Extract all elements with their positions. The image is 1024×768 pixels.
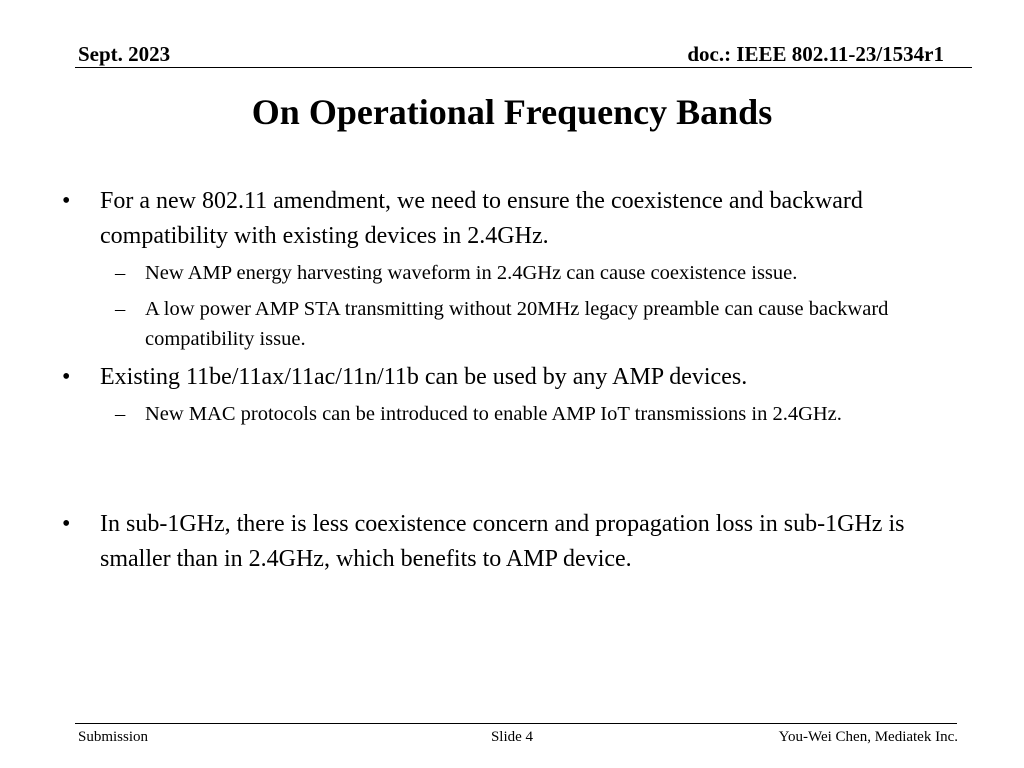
- footer-slide-number: Slide 4: [490, 729, 534, 745]
- sub-bullet-text: New MAC protocols can be introduced to enable AMP IoT transmissions in 2.4GHz.: [145, 403, 842, 425]
- footer-author: You-Wei Chen, Mediatek Inc.: [778, 729, 958, 745]
- bullet-text: Existing 11be/11ax/11ac/11n/11b can be used by any AMP devices.: [100, 364, 748, 390]
- sub-bullet-item: [62, 258, 972, 288]
- slide-body: [62, 184, 972, 581]
- bullet-text: In sub-1GHz, there is less coexistence concern and propagation loss in sub-1GHz is smaller than in 2.4GHz, which benefits to AMP device.: [100, 511, 905, 572]
- dash-marker: –: [115, 262, 126, 284]
- slide-title: On Operational Frequency Bands: [251, 92, 773, 132]
- sub-bullet-item: [62, 294, 972, 354]
- bullet-marker: •: [62, 188, 71, 214]
- header-doc-number: doc.: IEEE 802.11-23/1534r1: [687, 42, 944, 66]
- footer-submission: Submission: [78, 729, 149, 745]
- bullet-item: [62, 360, 972, 395]
- sub-bullet-text: New AMP energy harvesting waveform in 2.4GHz can cause coexistence issue.: [145, 262, 798, 284]
- sub-bullet-item: [62, 399, 972, 429]
- bullet-item: [62, 184, 972, 254]
- header-divider: [75, 67, 972, 68]
- bullet-marker: •: [62, 364, 71, 390]
- bullet-marker: •: [62, 511, 71, 537]
- dash-marker: –: [115, 403, 126, 425]
- header-date: Sept. 2023: [78, 42, 171, 66]
- bullet-text: For a new 802.11 amendment, we need to ensure the coexistence and backward compatibility with existing devices in 2.4GHz.: [100, 188, 863, 249]
- spacer: [62, 435, 972, 507]
- footer-divider: [75, 723, 957, 724]
- dash-marker: –: [115, 298, 126, 320]
- sub-bullet-text: A low power AMP STA transmitting without 20MHz legacy preamble can cause backward compatibility issue.: [145, 298, 889, 350]
- bullet-item: [62, 507, 972, 577]
